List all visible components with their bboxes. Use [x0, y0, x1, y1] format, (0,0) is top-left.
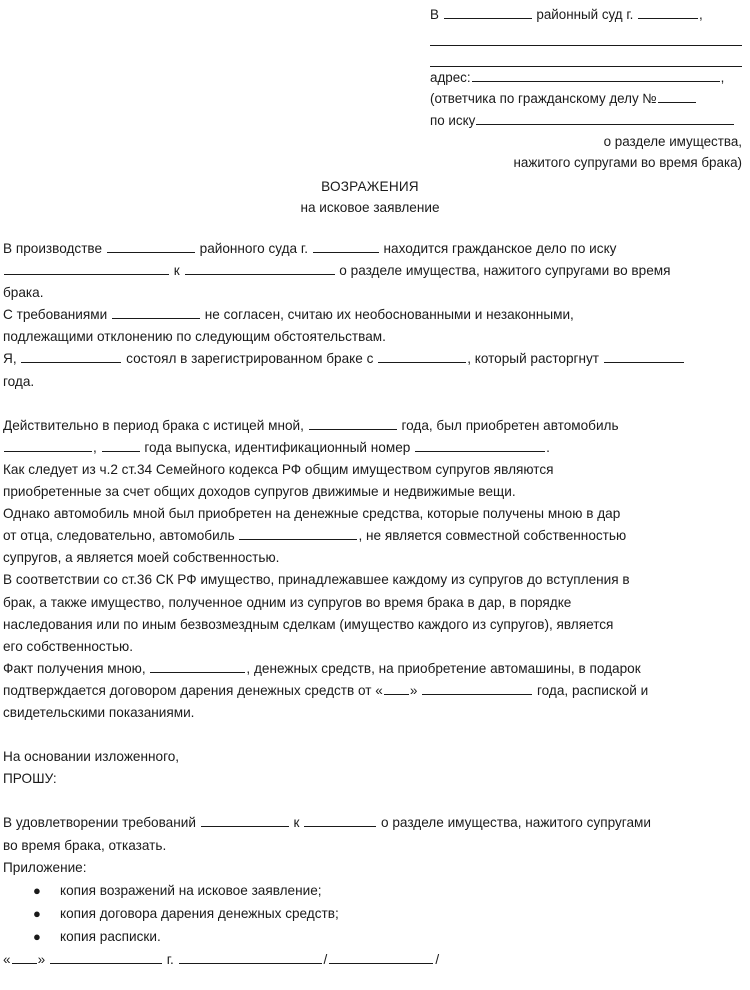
sig-slash-2: /: [435, 952, 440, 967]
p2-text-b: не согласен, считаю их необоснованными и незаконными,: [204, 307, 574, 323]
paragraph-law-36-line2: [3, 592, 747, 614]
blank-p1-court[interactable]: [107, 240, 195, 254]
list-item: [3, 902, 747, 925]
header-claim-line: [430, 110, 742, 131]
p8-text-a: Факт получения мною,: [3, 660, 146, 676]
paragraph-evidence-line3: [3, 702, 747, 724]
p2-text-c: подлежащими отклонению по следующим обстоятельствам.: [3, 329, 386, 345]
bullet-icon: ●: [33, 905, 41, 921]
attachment-text: копия договора дарения денежных средств;: [60, 905, 339, 921]
addressee-header-block: [430, 4, 742, 173]
paragraph-evidence-line2: [3, 680, 747, 702]
header-prefix-v: В: [430, 7, 439, 22]
p1-text-b: районного суда г.: [199, 241, 308, 256]
paragraph-gift-line2: [3, 525, 747, 547]
sig-slash-1: /: [323, 952, 328, 967]
blank-p10-defendant[interactable]: [304, 814, 376, 828]
attachments-list: [3, 879, 747, 948]
blank-p8-day[interactable]: [384, 681, 409, 695]
blank-p1-city[interactable]: [313, 240, 379, 254]
p7-text-a: В соответствии со ст.36 СК РФ имущество, принадлежавшее каждому из супругов до вступления в: [3, 572, 630, 588]
p6-text-d: супругов, а является моей собственностью.: [3, 550, 280, 566]
p7-text-d: его собственностью.: [3, 638, 134, 654]
header-subject-text-1: о разделе имущества,: [603, 133, 742, 149]
p10-text-a: В удовлетворении требований: [3, 815, 196, 831]
p8-text-c: подтверждается договором дарения денежных средств от «: [3, 682, 383, 698]
p5-text-b: приобретенные за счет общих доходов супругов движимые и недвижимые вещи.: [3, 484, 516, 500]
p1-text-c: находится гражданское дело по иску: [383, 241, 617, 256]
header-comma-2: ,: [720, 70, 725, 86]
p8-text-f: свидетельскими показаниями.: [3, 704, 195, 720]
blank-address[interactable]: [472, 69, 720, 82]
blank-sig-fullname[interactable]: [329, 951, 433, 965]
paragraph-law-36-line3: [3, 614, 747, 636]
sig-quote-open: «: [3, 952, 11, 967]
p8-text-d: »: [409, 682, 418, 698]
header-subject-text-2: нажитого супругами во время брака): [513, 155, 742, 171]
blank-p4-year[interactable]: [102, 438, 140, 452]
blank-p8-month[interactable]: [422, 681, 532, 695]
p10-text-c: о разделе имущества, нажитого супругами: [381, 815, 651, 831]
paragraph-car-purchase: [3, 415, 747, 437]
p4-text-e: .: [546, 439, 550, 455]
header-address-line: [430, 67, 742, 88]
header-subject-line-1: [430, 131, 742, 152]
paragraph-marriage-cont: [3, 371, 747, 393]
body-spacer-3: [3, 790, 747, 812]
paragraph-law-36-line1: [3, 569, 747, 591]
p4-text-d: года выпуска, идентификационный номер: [144, 439, 411, 455]
header-subject-line-2: [430, 152, 742, 173]
attachments-label: [3, 857, 747, 879]
header-address-label: адрес:: [430, 70, 471, 86]
blank-court-name[interactable]: [444, 6, 532, 19]
blank-sig-signature[interactable]: [179, 951, 322, 965]
p4-text-b: года, был приобретен автомобиль: [401, 417, 619, 433]
blank-p3-name[interactable]: [21, 350, 121, 364]
header-court-line: [430, 4, 742, 25]
p6-text-c: , не является совместной собственностью: [358, 528, 627, 544]
blank-claim-party[interactable]: [476, 111, 734, 124]
header-claim-label: по иску: [430, 112, 476, 128]
blank-p1-plaintiff[interactable]: [4, 262, 169, 276]
p1-text-f: брака.: [3, 285, 44, 301]
page-title: ВОЗРАЖЕНИЯ: [321, 179, 419, 194]
blank-p3-date[interactable]: [604, 350, 684, 364]
p8-text-b: , денежных средств, на приобретение автомашины, в подарок: [246, 660, 641, 676]
p10-text-b: к: [293, 815, 300, 831]
blank-p4-vin[interactable]: [415, 438, 545, 452]
p9-text-b: ПРОШУ:: [3, 771, 57, 787]
blank-addressee-2[interactable]: [430, 46, 742, 67]
p3-text-c: , который расторгнут: [467, 351, 600, 367]
paragraph-disagree: [3, 304, 747, 326]
paragraph-marriage: [3, 348, 747, 370]
p8-text-e: года, распиской и: [536, 682, 649, 698]
request-heading: [3, 768, 747, 790]
sig-quote-close: »: [37, 952, 46, 967]
p4-text-c: ,: [93, 439, 97, 455]
blank-sig-month-year[interactable]: [50, 951, 162, 965]
attachments-label-text: Приложение:: [3, 859, 87, 875]
blank-p4-date[interactable]: [309, 416, 397, 430]
blank-p4-car-model[interactable]: [4, 438, 92, 452]
blank-case-number[interactable]: [658, 90, 696, 103]
paragraph-law-34-line2: [3, 481, 747, 503]
header-court-label: районный суд г.: [536, 7, 634, 22]
p5-text-a: Как следует из ч.2 ст.34 Семейного кодекса РФ общим имуществом супругов являются: [3, 461, 554, 477]
p3-text-d: года.: [3, 373, 35, 389]
blank-court-city[interactable]: [638, 6, 698, 19]
p4-text-a: Действительно в период брака с истицей мной,: [3, 417, 304, 433]
p1-text-d: к: [173, 263, 180, 279]
p1-text-e: о разделе имущества, нажитого супругами во время: [339, 263, 671, 279]
p10-text-d: во время брака, отказать.: [3, 837, 167, 853]
blank-p2-claimant[interactable]: [112, 306, 200, 320]
paragraph-evidence-line1: [3, 658, 747, 680]
p3-text-b: состоял в зарегистрированном браке с: [126, 351, 374, 367]
sig-city-abbr: г.: [166, 952, 174, 967]
paragraph-proceedings-cont: [3, 260, 747, 282]
bullet-icon: ●: [33, 928, 41, 944]
body-spacer-1: [3, 393, 747, 415]
blank-p1-defendant[interactable]: [185, 262, 335, 276]
paragraph-car-details: [3, 437, 747, 459]
paragraph-on-basis: [3, 746, 747, 768]
p7-text-b: брак, а также имущество, полученное одним из супругов во время брака в дар, в порядке: [3, 594, 572, 610]
blank-p6-car[interactable]: [239, 527, 357, 541]
paragraph-proceedings-end: [3, 282, 747, 304]
paragraph-law-34-line1: [3, 459, 747, 481]
list-item: [3, 925, 747, 948]
blank-p3-spouse[interactable]: [378, 350, 466, 364]
paragraph-law-36-line4: [3, 636, 747, 658]
p1-text-a: В производстве: [3, 241, 103, 256]
header-comma-1: ,: [699, 7, 703, 22]
document-body: [3, 238, 747, 948]
document-title-block: [0, 176, 740, 218]
attachment-text: копия расписки.: [60, 928, 161, 944]
p7-text-c: наследования или по иным безвозмездным сделкам (имущество каждого из супругов), является: [3, 616, 614, 632]
p9-text-a: На основании изложенного,: [3, 749, 180, 765]
header-defendant-case-label: (ответчика по гражданскому делу №: [430, 91, 657, 107]
paragraph-gift-line1: [3, 503, 747, 525]
p3-text-a: Я,: [3, 351, 17, 367]
paragraph-gift-line3: [3, 547, 747, 569]
paragraph-disagree-cont: [3, 326, 747, 348]
p6-text-a: Однако автомобиль мной был приобретен на денежные средства, которые получены мною в дар: [3, 506, 621, 522]
p6-text-b: от отца, следовательно, автомобиль: [3, 528, 235, 544]
paragraph-proceedings: [3, 238, 747, 260]
blank-p8-name[interactable]: [150, 659, 245, 673]
p2-text-a: С требованиями: [3, 307, 108, 323]
paragraph-request-line1: [3, 812, 747, 834]
header-blank-line-2: [430, 25, 742, 46]
page-subtitle: на исковое заявление: [300, 200, 440, 215]
signature-line: [3, 950, 440, 970]
attachment-text: копия возражений на исковое заявление;: [60, 882, 322, 898]
header-blank-line-3: [430, 46, 742, 67]
paragraph-request-line2: [3, 835, 747, 857]
header-case-number-line: [430, 88, 742, 109]
list-item: [3, 879, 747, 902]
blank-addressee-1[interactable]: [430, 25, 742, 46]
bullet-icon: ●: [33, 882, 41, 898]
body-spacer-2: [3, 724, 747, 746]
blank-sig-day[interactable]: [12, 951, 37, 965]
blank-p10-claimant[interactable]: [201, 814, 289, 828]
